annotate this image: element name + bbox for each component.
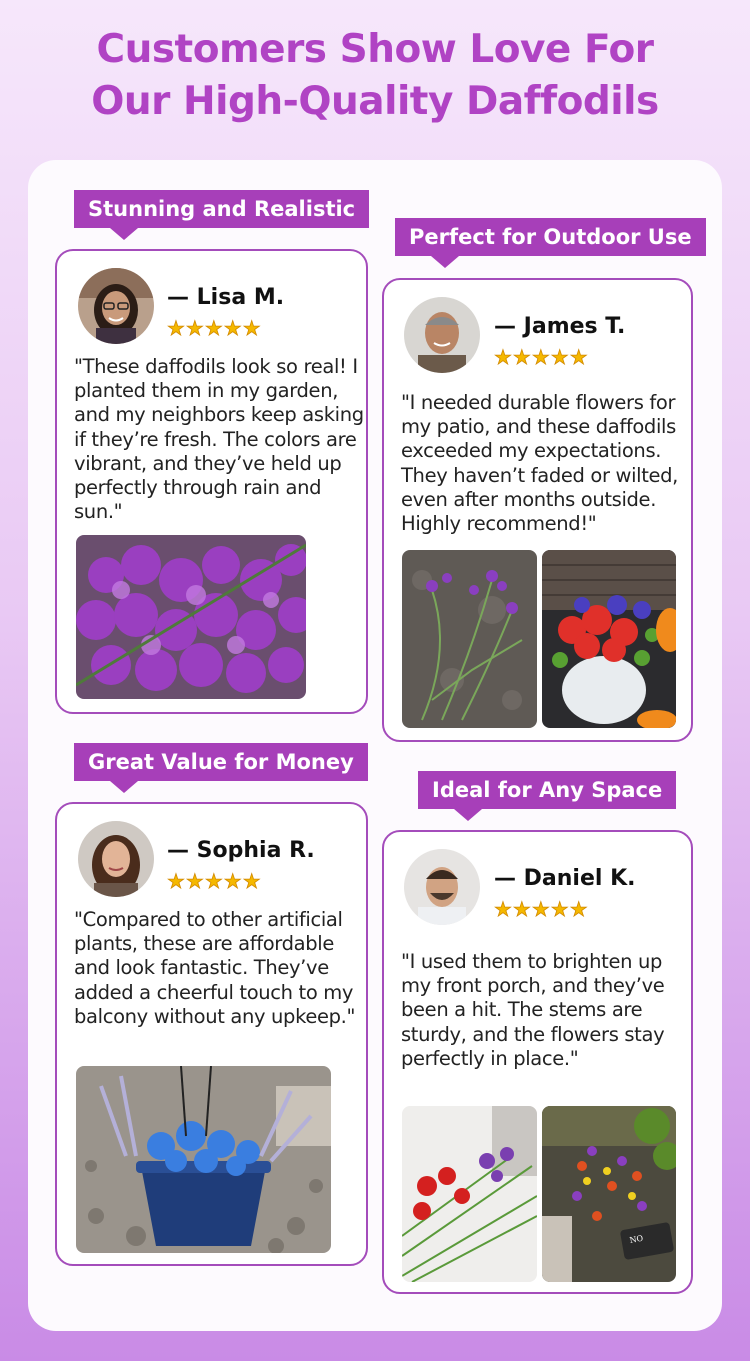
page-headline bbox=[0, 24, 750, 128]
review-text: "Compared to other artificial plants, these are affordable and look fantastic. They’ve added a cheerful touch to my balcony without any upkeep." bbox=[74, 908, 356, 1028]
review-photo bbox=[542, 550, 676, 728]
review-tag: Great Value for Money bbox=[74, 743, 368, 781]
rating-stars: ★★★★★ bbox=[167, 318, 262, 340]
rating-stars: ★★★★★ bbox=[494, 899, 589, 921]
review-photo bbox=[76, 535, 306, 699]
reviewer-avatar bbox=[78, 268, 154, 344]
review-text: "I needed durable flowers for my patio, and these daffodils exceeded my expectations. They haven’t faded or wilted, even after months outside. Highly recommend!" bbox=[401, 391, 679, 536]
review-card bbox=[55, 802, 368, 1266]
review-text: "I used them to brighten up my front porch, and they’ve been a hit. The stems are sturdy, and the flowers stay perfectly in place." bbox=[401, 950, 665, 1070]
review-tag: Stunning and Realistic bbox=[74, 190, 369, 228]
review-card bbox=[382, 278, 693, 742]
reviewer-name: — James T. bbox=[494, 314, 626, 339]
reviewer-name: — Sophia R. bbox=[167, 838, 315, 863]
headline-line-1: Customers Show Love For bbox=[96, 27, 654, 72]
reviewer-name: — Lisa M. bbox=[167, 285, 285, 310]
headline-line-2: Our High-Quality Daffodils bbox=[91, 79, 659, 124]
review-card bbox=[382, 830, 693, 1294]
review-photo bbox=[402, 1106, 537, 1282]
rating-stars: ★★★★★ bbox=[494, 347, 589, 369]
reviewer-avatar bbox=[404, 849, 480, 925]
reviewer-avatar bbox=[78, 821, 154, 897]
review-photo bbox=[402, 550, 537, 728]
svg-text:NO: NO bbox=[628, 1233, 644, 1245]
review-card bbox=[55, 249, 368, 714]
reviewer-name: — Daniel K. bbox=[494, 866, 636, 891]
review-tag: Perfect for Outdoor Use bbox=[395, 218, 706, 256]
review-photo bbox=[542, 1106, 676, 1282]
rating-stars: ★★★★★ bbox=[167, 871, 262, 893]
reviewer-avatar bbox=[404, 297, 480, 373]
review-text: "These daffodils look so real! I planted them in my garden, and my neighbors keep asking if they’re fresh. The colors are vibrant, and they’ve held up perfectly through rain and sun." bbox=[74, 355, 364, 524]
review-tag: Ideal for Any Space bbox=[418, 771, 676, 809]
review-photo bbox=[76, 1066, 331, 1253]
